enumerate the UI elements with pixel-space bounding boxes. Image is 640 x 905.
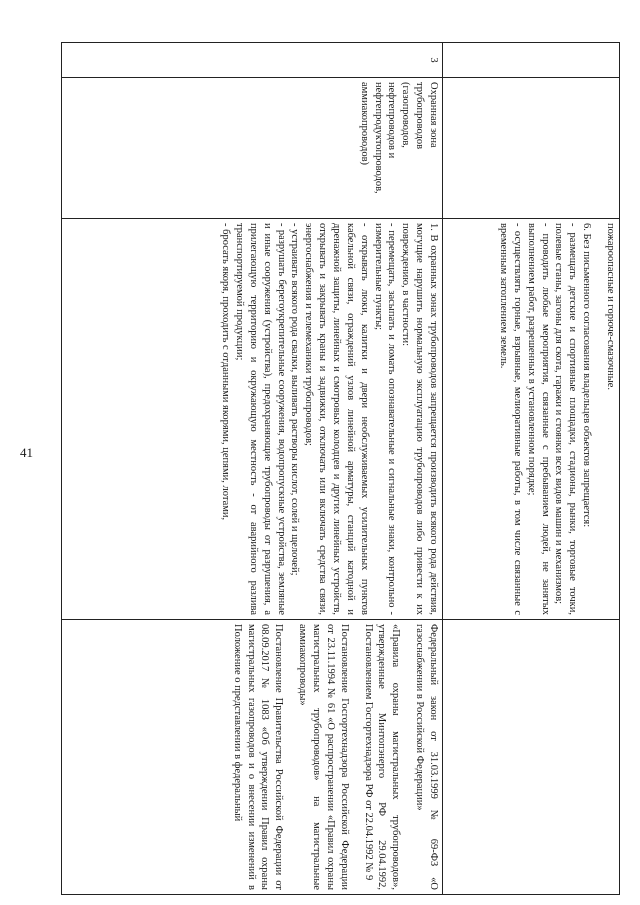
restriction-line: - осуществлять горные, взрывные, мелиоративные работы, в том числе связанные с временным затоплением земель. [497,223,523,615]
row-number-cell: 3 [62,43,443,78]
zone-name-cell: Охранная зона трубопроводов (газопроводов, нефтепроводов и нефтепродуктопроводов, аммиакопроводов) [62,78,443,219]
zone-name-cell [443,78,620,219]
restriction-line: - бросать якоря, проходить с отданными якорями, цепями, лотами, [220,223,232,521]
restriction-line: 6. Без письменного согласования владельцев объектов запрещается: [581,223,593,528]
restriction-line: - устраивать всякого рода свалки, выливать растворы кислот, солей и щелочей; [289,223,301,576]
restriction-line: 1. В охранных зонах трубопроводов запрещается производить всякого рода действия, могущие нарушить нормальную эксплуатацию трубопроводов либо привести к их повреждению, в частности: [400,223,439,615]
restriction-line: - размещать детские и спортивные площадки, стадионы, рынки, торговые точки, полевые станы, загоны для скота, гаражи и стоянки всех видов машин и механизмов; [553,223,579,615]
legal-basis-line: Постановление Правительства Российской Федерации от 08.09.2017 № 1083 «Об утверждении Правил охраны магистральных газопроводов и о внесении изменений в Положение о представлении в федеральный [231,624,285,890]
legal-basis-cell [62,620,443,895]
row-number-cell [443,43,620,78]
restriction-line: пожароопасные и горюче-смазочные. [605,223,616,391]
page-number: 41 [20,445,33,460]
restriction-line: - разрушать берегоукрепительные сооружения, водопропускные устройства, земляные и иные сооружения (устройства), предохраняющие трубопроводы от разрушения, а прилегающую территорию и окружающую местность - от аварийного разлива транспортируемой продукции; [233,223,287,615]
legal-basis-line: «Правила охраны магистральных трубопроводов», утвержденные Минтопэнерго РФ 29.04.1992, Постановлением Госгортехнадзора РФ от 22.04.1992 № 9 [362,624,402,890]
restrictions-cell [443,219,620,620]
legal-basis-line: Федеральный закон от 31.03.1999 № 69-ФЗ «О газоснабжении в Российской Федерации» [414,624,439,890]
restrictions-cell [62,219,443,620]
restriction-line: - проводить любые мероприятия, связанные с пребыванием людей, не занятых выполнением работ, разрешенных в установленном порядке; [525,223,551,615]
restriction-line: - перемещать, засыпать и ломать опознавательные и сигнальные знаки, контрольно - измерительные пункты; [372,223,398,615]
table-row [443,43,620,895]
restrictions-table [61,42,620,895]
table-row [62,43,443,895]
legal-basis-line: Постановление Госгортехнадзора Российской Федерации от 23.11.1994 № 61 «О распространении «Правил охраны магистральных трубопроводов» на магистральные аммиакопроводы» [297,624,350,890]
restriction-line: - открывать люки, калитки и двери необслуживаемых усилительных пунктов кабельной связи, ограждений узлов линейной арматуры, станций катодной и дренажной защиты, линейных и смотровых колодцев и других линейных устройств, открывать и закрывать краны и задвижки, отключать или включать средства связи, энергоснабжения и телемеханики трубопроводов; [303,223,370,615]
rotated-table-frame [65,42,620,895]
legal-basis-cell [443,620,620,895]
